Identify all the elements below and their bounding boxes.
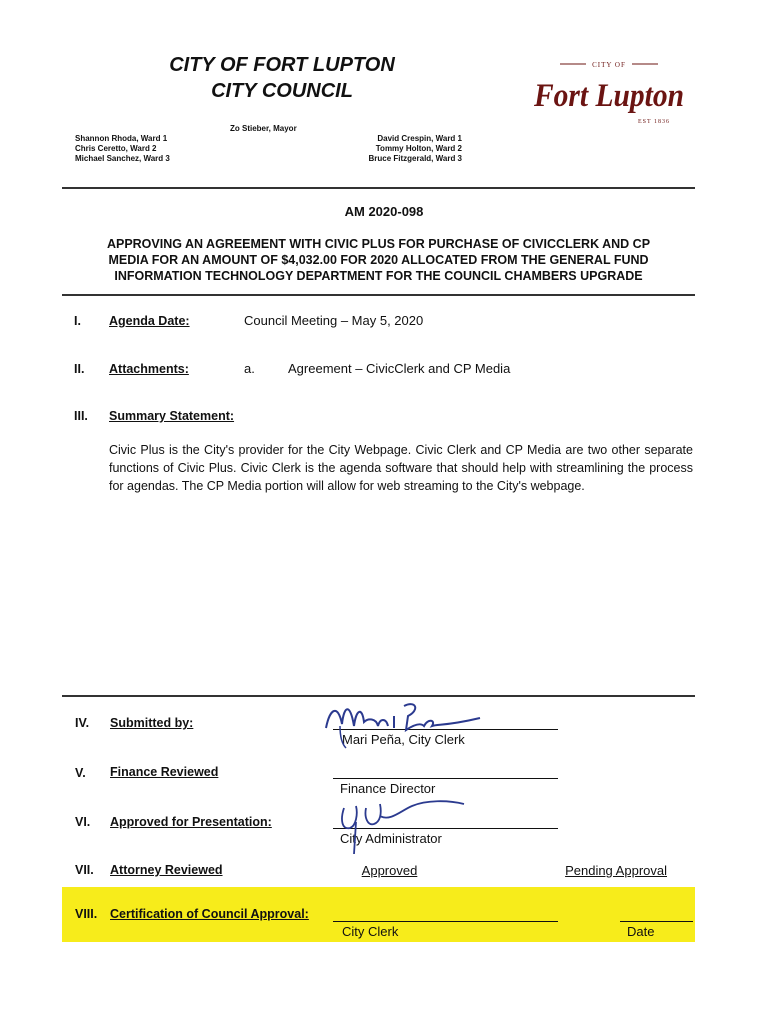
certification-roman: VIII.: [75, 907, 98, 921]
attorney-label: Attorney Reviewed: [110, 863, 223, 877]
attorney-pending-option: Pending Approval: [565, 863, 667, 878]
finance-roman: V.: [75, 766, 86, 780]
agenda-value: Council Meeting – May 5, 2020: [244, 313, 424, 328]
header-rule: [62, 187, 695, 189]
finance-signature-line: [333, 778, 558, 779]
svg-text:Fort Lupton: Fort Lupton: [533, 78, 684, 114]
certification-date-caption: Date: [627, 924, 655, 939]
city-title: CITY OF FORT LUPTON: [169, 54, 395, 76]
agenda-roman: I.: [74, 314, 81, 328]
finance-label: Finance Reviewed: [110, 765, 219, 779]
council-member: Michael Sanchez, Ward 3: [75, 154, 170, 163]
headline-rule: [62, 294, 695, 296]
administrator-signature: [330, 796, 480, 856]
certification-date-line: [620, 921, 693, 922]
logo-graphic: [528, 56, 690, 134]
clerk-signature: [320, 696, 490, 751]
headline-line: INFORMATION TECHNOLOGY DEPARTMENT FOR THE COUNCIL CHAMBERS UPGRADE: [114, 269, 643, 283]
council-member: Shannon Rhoda, Ward 1: [75, 134, 168, 143]
certification-clerk-caption: City Clerk: [342, 924, 399, 939]
finance-caption: Finance Director: [340, 781, 436, 796]
headline-line: APPROVING AN AGREEMENT WITH CIVIC PLUS FOR PURCHASE OF CIVICCLERK AND CP: [106, 237, 651, 251]
certification-signature-line: [333, 921, 558, 922]
summary-roman: III.: [74, 409, 88, 423]
memo-number: AM 2020-098: [344, 204, 424, 219]
attachments-label: Attachments:: [109, 362, 189, 376]
agenda-label: Agenda Date:: [109, 314, 190, 328]
approved-roman: VI.: [75, 815, 91, 829]
attachment-item: Agreement – CivicClerk and CP Media: [288, 361, 511, 376]
council-member: Tommy Holton, Ward 2: [375, 144, 462, 153]
fort-lupton-logo: [528, 56, 690, 134]
submitted-label: Submitted by:: [110, 716, 194, 730]
mayor-name: Zo Stieber, Mayor: [230, 124, 297, 133]
attorney-roman: VII.: [75, 863, 94, 877]
council-left-list: [75, 134, 170, 164]
submitted-roman: IV.: [75, 716, 90, 730]
submitted-caption: Mari Peña, City Clerk: [342, 732, 465, 747]
svg-text:EST 1836: EST 1836: [637, 119, 671, 125]
council-member: Bruce Fitzgerald, Ward 3: [368, 154, 462, 163]
headline-line: MEDIA FOR AN AMOUNT OF $4,032.00 FOR 2020 ALLOCATED FROM THE GENERAL FUND: [108, 253, 649, 267]
council-member: David Crespin, Ward 1: [377, 134, 462, 143]
attorney-approved-option: Approved: [361, 863, 418, 878]
attachment-letter: a.: [244, 361, 255, 376]
summary-label: Summary Statement:: [109, 409, 235, 423]
approved-caption: City Administrator: [340, 831, 442, 846]
summary-text: Civic Plus is the City's provider for the City Webpage. Civic Clerk and CP Media are two other separate functions of Civic Plus. Civic Clerk is the agenda software that should help with streamlining the process for agendas. The CP Media portion will allow for web streaming to the City's webpage.: [109, 443, 693, 493]
council-member: Chris Ceretto, Ward 2: [75, 144, 157, 153]
svg-text:CITY OF: CITY OF: [592, 61, 626, 69]
council-right-list: [340, 134, 462, 164]
memo-headline: [62, 236, 695, 284]
approved-label: Approved for Presentation:: [110, 815, 272, 829]
certification-label: Certification of Council Approval:: [110, 907, 309, 921]
council-title: CITY COUNCIL: [211, 80, 353, 102]
attachments-roman: II.: [74, 362, 85, 376]
